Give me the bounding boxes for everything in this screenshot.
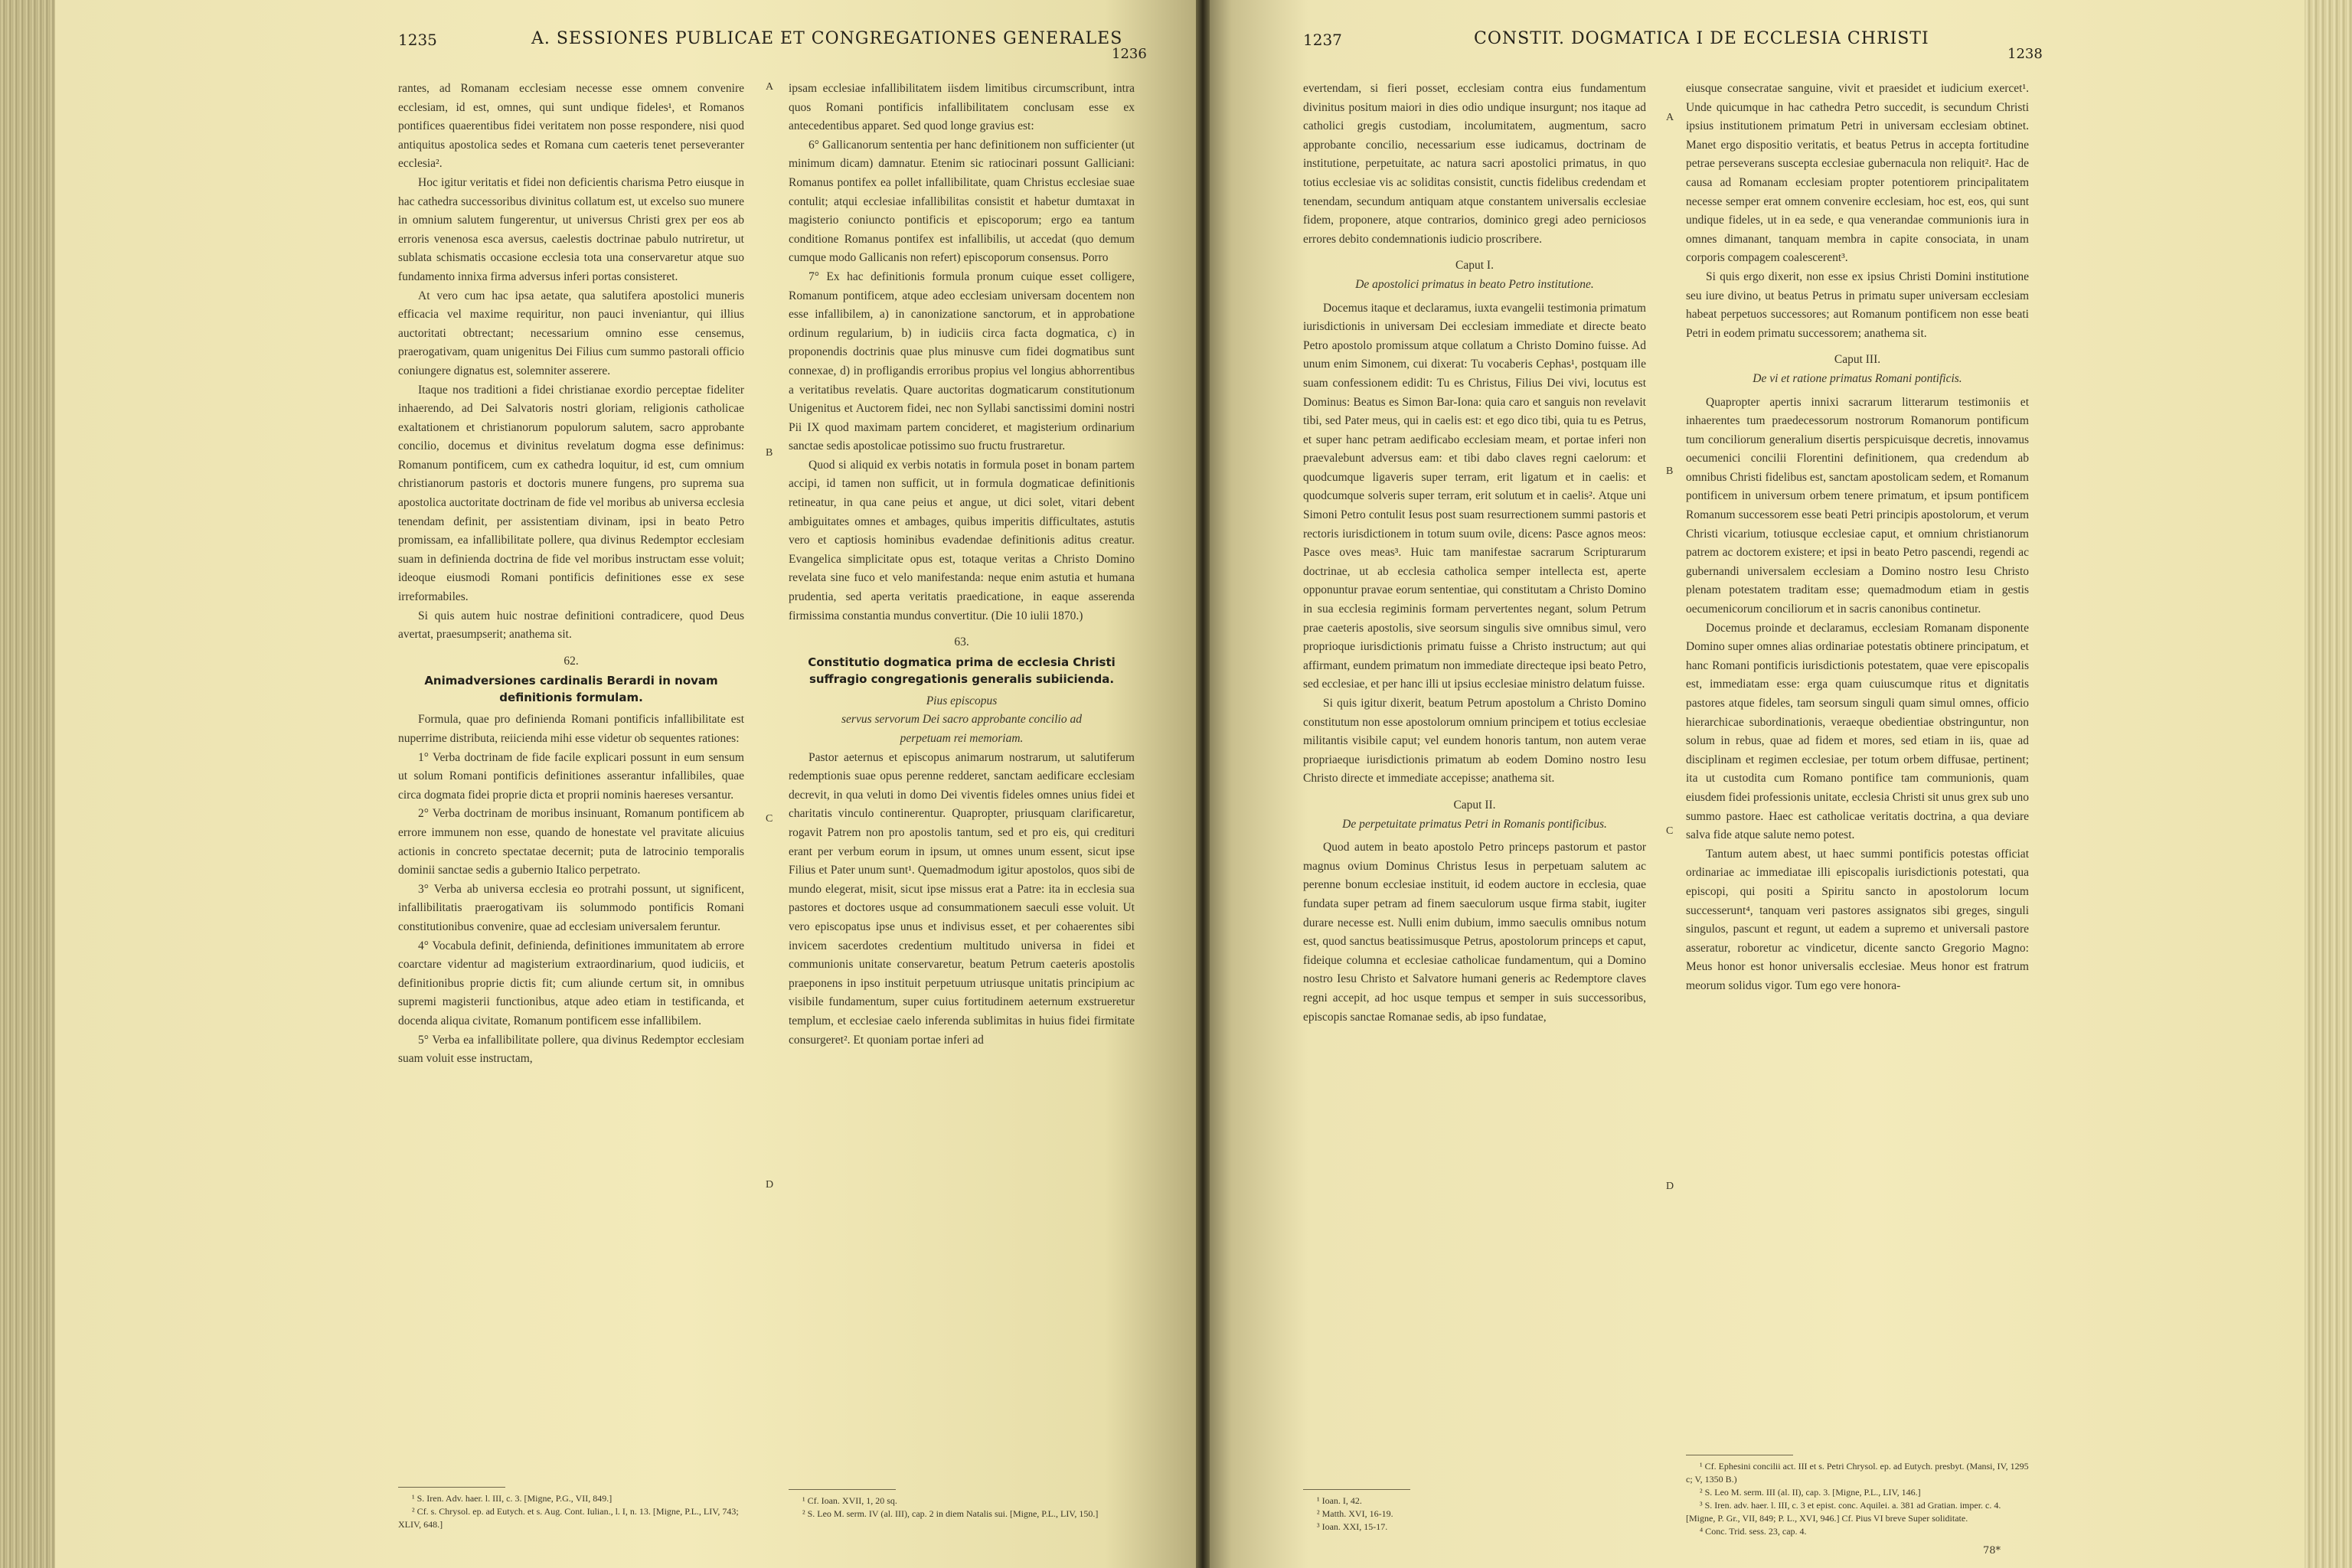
paragraph: Pastor aeternus et episcopus animarum nostrarum, ut salutiferum redemptionis suae opus perenne redderet, sanctam aedificare ecclesiam decrevit, in qua veluti in domo Dei viventis fideles omnes unius fidei et charitatis vinculo continerentur. Quapropter, priusquam clarificaretur, rogavit Patrem non pro apostolis tantum, sed et pro eis, qui credituri erant per verbum eorum in ipsum, ut omnes unum essent, sicut ipse Filius et Pater unum sunt¹. Quemadmodum igitur apostolos, quos sibi de mundo elegerat, misit, sicut ipse missus erat a Patre: ita in ecclesia sua pastores et doctores usque ad consummationem saeculi esse voluit. Ut vero episcopatus ipse unus et indivisus esset, et per cohaerentes sibi invicem sacerdotes credentium multitudo universa in fidei et communionis unitate conservaretur, beatum Petrum caeteris apostolis praeponens in ipso instituit perpetuum utriusque unitatis principium ac visibile fundamentum, super cuius fortitudinem aeternum exstrueretur templum, et ecclesiae caelo inferenda sublimitas in huius fidei firmitate consurgeret². Et quoniam portae inferi ad <box>789 750 1135 1047</box>
book-page-edges-left <box>0 0 55 1568</box>
caput-2-heading: Caput II. <box>1453 798 1496 812</box>
caput-2-subtitle: De perpetuitate primatus Petri in Romanis pontificibus. <box>1342 817 1607 831</box>
right-page-footnotes-col2 <box>1686 1455 2029 1538</box>
page-number-1237: 1237 <box>1303 31 1342 49</box>
right-page <box>1210 0 2305 1568</box>
paragraph: eiusque consecratae sanguine, vivit et praesidet et iudicium exercet¹. Unde quicumque in hac cathedra Petro succedit, is secundum Christi ipsius institutionem primatum Petri in universam ecclesiam obtinet. Manet ergo dispositio veritatis, et beatus Petrus in accepta fortitudine petrae perseverans suscepta ecclesiae gubernacula non reliquit². Hac de causa ad Romanam ecclesiam propter potentiorem principalitatem necesse semper erat omnem convenire ecclesiam, hoc est, eos, qui sunt undique fideles, ut in ea sede, e qua venerandae communionis iura in omnes dimanant, tanquam membra in capite consociata, in unam corporis compagem coalescerent³. <box>1686 82 2029 265</box>
left-page-footnotes-col2 <box>789 1489 1135 1521</box>
document-number-62: 62. <box>564 654 579 668</box>
footnote: ¹ Cf. Ioan. XVII, 1, 20 sq. <box>802 1495 897 1506</box>
footnote: ² S. Leo M. serm. III (al. II), cap. 3. [Migne, P.L., LIV, 146.] <box>1700 1487 1921 1498</box>
right-page-footnotes-col1 <box>1303 1489 1646 1534</box>
paragraph: 1° Verba doctrinam de fide facile explicari possunt in eum sensum ut solum Romani pontificis definitiones asserantur infallibiles, quae circa dogmata fidei proprie dicta et proprii nominis haereses versantur. <box>398 750 744 802</box>
paragraph: Quapropter apertis innixi sacrarum litterarum testimoniis et inhaerentes tum praedecessorum nostrorum Romanorum pontificum tum conciliorum generalium disertis perspicuisque decretis, innovamus oecumenici concilii Florentini definitionem, qua credendum ab omnibus Christi fidelibus est, sanctam apostolicam sedem, et Romanum pontificem in universum orbem tenere primatum, et ipsum pontificem Romanum successorem esse beati Petri principis apostolorum, et verum Christi vicarium, totiusque ecclesiae caput, et omnium christianorum patrem ac doctorem existere; et ipsi in beato Petro pascendi, regendi ac gubernandi universalem ecclesiam a Domino nostro Iesu Christo plenam potestatem traditam esse; quemadmodum etiam in gestis oecumenicorum conciliorum et in sacris canonibus continetur. <box>1686 395 2029 616</box>
paragraph: 2° Verba doctrinam de moribus insinuant, Romanum pontificem ab errore immunem non esse, quando de honestate vel pravitate alicuius actionis in concreto spectatae decernit; puta de latrocinio temporalis dominii sanctae sedis a gubernio Italico perpetrato. <box>398 807 744 877</box>
paragraph: Formula, quae pro definienda Romani pontificis infallibilitate est nuperrime distributa, reiicienda mihi esse videtur ob sequentes rationes: <box>398 713 744 745</box>
paragraph: Tantum autem abest, ut haec summi pontificis potestas officiat ordinariae ac immediatae illi episcopalis iurisdictionis potestati, qua episcopi, qui positi a Spiritu sancto in apostolorum locum successerunt⁴, tanquam veri pastores assignatos sibi greges, singuli singulos, pascunt et regunt, ut eadem a supremo et universali pastore asseratur, roboretur ac vindicetur, dicente sancto Gregorio Magno: Meus honor est honor universalis ecclesiae. Meus honor est fratrum meorum solidus vigor. Tum ego vere honora- <box>1686 847 2029 992</box>
paragraph: Si quis autem huic nostrae definitioni contradicere, quod Deus avertat, praesumpserit; anathema sit. <box>398 609 744 642</box>
signature-mark: 78* <box>1983 1545 2001 1557</box>
page-number-1236: 1236 <box>1112 46 1147 62</box>
right-page-column-2 <box>1686 80 2029 996</box>
margin-marker-a: A <box>766 81 774 93</box>
footnote: ¹ S. Iren. Adv. haer. l. III, c. 3. [Migne, P.G., VII, 849.] <box>412 1493 612 1504</box>
paragraph: 3° Verba ab universa ecclesia eo protrahi possunt, ut significent, infallibilitatis praerogativam iis solummodo pontificis Romani constitutionibus convenire, quae ad ecclesiam universalem feruntur. <box>398 882 744 933</box>
footnote-rule <box>1303 1489 1410 1490</box>
caput-3-subtitle: De vi et ratione primatus Romani pontificis. <box>1753 371 1962 385</box>
margin-marker-d: D <box>1666 1181 1674 1192</box>
document-title-63: Constitutio dogmatica prima de ecclesia Christi suffragio congregationis generalis subiicienda. <box>808 655 1116 686</box>
footnote: ³ Ioan. XXI, 15-17. <box>1317 1521 1388 1532</box>
paragraph: Si quis igitur dixerit, beatum Petrum apostolum a Christo Domino constitutum non esse apostolorum omnium principem et totius ecclesiae militantis visibile caput; vel eundem honoris tantum, non autem verae propriaeque iurisdictionis primatum ab eodem Domino nostro Iesu Christo directe et immediate accepisse; anathema sit. <box>1303 697 1646 786</box>
left-page-column-1 <box>398 80 744 1069</box>
footnote: ² Cf. s. Chrysol. ep. ad Eutych. et s. Aug. Cont. Iulian., l. I, n. 13. [Migne, P.L., LIV, 743; XLIV, 648.] <box>398 1506 739 1530</box>
footnote: ³ S. Iren. adv. haer. l. III, c. 3 et epist. conc. Aquilei. a. 381 ad Gratian. imper. c. 4. [Migne, P. Gr., VII, 849; P. L., XVI, 946.] Cf. Pius VI breve Super soliditate. <box>1686 1500 2001 1524</box>
footnote: ² S. Leo M. serm. IV (al. III), cap. 2 in diem Natalis sui. [Migne, P.L., LIV, 150.] <box>802 1508 1099 1519</box>
caput-1-heading: Caput I. <box>1455 259 1494 273</box>
footnote: ⁴ Conc. Trid. sess. 23, cap. 4. <box>1700 1526 1807 1537</box>
paragraph: Docemus proinde et declaramus, ecclesiam Romanam disponente Domino super omnes alias ordinariae potestatis obtinere principatum, et hanc Romani pontificis iurisdictionis potestatem, quae vere episcopalis est, immediatam esse: erga quam cuiuscumque ritus et dignitatis pastores atque fideles, tam seorsum singuli quam simul omnes, officio hierarchicae subordinationis, veraeque obedientiae obstringuntur, non solum in rebus, quae ad fidem et mores, sed etiam in iis, quae ad disciplinam et regimen ecclesiae, per totum orbem diffusae, pertinent; ita ut custodita cum Romano pontifice tam communionis, quam eiusdem fidei professionis unitate, ecclesia Christi sit unus grex sub uno summo pastore. Haec est catholicae veritatis doctrina, a qua deviare salva fide atque salute nemo potest. <box>1686 621 2029 842</box>
running-head-right: CONSTIT. DOGMATICA I DE ECCLESIA CHRISTI <box>1474 29 1929 48</box>
footnote-rule <box>789 1489 896 1490</box>
running-head-left: A. SESSIONES PUBLICAE ET CONGREGATIONES GENERALES <box>531 29 1123 48</box>
paragraph: 5° Verba ea infallibilitate pollere, qua divinus Redemptor ecclesiam suam voluit esse instructam, <box>398 1033 744 1066</box>
paragraph: Hoc igitur veritatis et fidei non deficientis charisma Petro eiusque in hac cathedra successoribus divinitus collatum est, ut excelso suo munere in omnium salutem fungerentur, ut universus Christi grex per eos ab erroris venenosa esca aversus, caelestis doctrinae pabulo nutriretur, ut sublata schismatis occasione ecclesia tota una conservaretur atque suo fundamento innixa firma adversus inferi portas consisteret. <box>398 175 744 283</box>
paragraph: Docemus itaque et declaramus, iuxta evangelii testimonia primatum iurisdictionis in universam Dei ecclesiam immediate et directe beato Petro apostolo promissum atque collatum a Christo Domino fuisse. Ad unum enim Simonem, cui dixerat: Tu vocaberis Cephas¹, postquam ille suam confessionem edidit: Tu es Christus, Filius Dei vivi, locutus est Dominus: Beatus es Simon Bar-Iona: quia caro et sanguis non revelavit tibi, sed Pater meus, qui in caelis est: et ego dico tibi, quia tu es Petrus, et super hanc petram aedificabo ecclesiam meam, et portae inferi non praevalebunt adversus eam: et tibi dabo claves regni caelorum: et quodcumque ligaveris super terram, erit ligatum et in caelis: et quodcumque solveris super terram, erit solutum et in caelis². Atque uni Simoni Petro contulit Iesus post suam resurrectionem summi pastoris et rectoris iurisdictionem in totum suum ovile, dicens: Pasce agnos meos: Pasce oves meas³. Huic tam manifestae sacrarum Scripturarum doctrinae, ut ab ecclesia catholica semper intellecta est, aperte opponuntur pravae eorum sententiae, qui constitutam a Christo Domino in sua ecclesia regiminis formam pervertentes negant, solum Petrum prae caeteris apostolis, sive seorsum singulis sive omnibus simul, vero proprioque iurisdictionis primatu fuisse a Christo instructum; aut qui affirmant, eundem primatum non immediate directeque ipsi beato Petro, sed ecclesiae, et per hanc illi ut ipsius ecclesiae ministro delatum fuisse. <box>1303 301 1646 691</box>
paragraph: At vero cum hac ipsa aetate, qua salutifera apostolici muneris efficacia vel maxime requiritur, non pauci inveniantur, qui illius auctoritati obtrectant; necessarium omnino esse censemus, praerogativam, quam unigenitus Dei Filius cum summo pastorali officio coniungere dignatus est, solemniter asserere. <box>398 289 744 377</box>
caput-1-subtitle: De apostolici primatus in beato Petro institutione. <box>1355 277 1594 291</box>
book-gutter <box>1196 0 1210 1568</box>
paragraph: ipsam ecclesiae infallibilitatem iisdem limitibus circumscribunt, intra quos Romani pontificis infallibilitatem conclusam esse ex antecedentibus apparet. Sed quod longe gravius est: <box>789 82 1135 133</box>
paragraph: Quod si aliquid ex verbis notatis in formula poset in bonam partem accipi, id tamen non sufficit, ut in formula dogmaticae definitionis retineatur, in qua cane peius et angue, ut dici solet, vitari debent ambiguitates omnes et ambages, quibus imperitis difficultates, astutis vero et captiosis hominibus evadendae definitionis aditus creatur. Evangelica simplicitate opus est, totaque veritas a Christo Domino revelata sine fuco et velo manifestanda: neque enim astutia et humana prudentia, sed aperta veritatis praedicatione, in eaque asserenda firmissima constantia mundus convertitur. (Die 10 iulii 1870.) <box>789 458 1135 622</box>
page-number-1235: 1235 <box>398 31 437 49</box>
paragraph: rantes, ad Romanam ecclesiam necesse esse omnem convenire ecclesiam, id est, omnes, qui sunt undique fideles¹, et Romanos pontifices quaerentibus fidei veritatem non posse respondere, nisi quod antiquitus apostolica sedes et Romana cum caeteris tenet perseveranter ecclesia². <box>398 82 744 171</box>
page-number-1238: 1238 <box>2007 46 2043 62</box>
margin-marker-b: B <box>766 447 773 459</box>
paragraph: 4° Vocabula definit, definienda, definitiones immunitatem ab errore coarctare videntur ad magisterium extraordinarium, quod iudiciis, et definitionibus proprie dictis fit; cum aliunde certum sit, in omnibus supremi magisterii functionibus, atque adeo etiam in testificanda, et docenda aliqua civitate, Romanum pontificem esse infallibilem. <box>398 939 744 1027</box>
paragraph: 7° Ex hac definitionis formula pronum cuique esset colligere, Romanum pontificem, atque adeo ecclesiam universam docentem non esse infallibilem, a) in canonizatione sanctorum, et in approbatione ordinum regularium, b) in iudiciis circa facta dogmatica, c) in proponendis doctrinis quae plus minusve cum fidei dogmatibus sunt connexae, d) in profligandis erroribus propius vel longius abhorrentibus a veritatibus revelatis. Quare auctoritas dogmaticarum constitutionum Unigenitus et Auctorem fidei, nec non Syllabi sanctissimi domini nostri Pii IX quod maximam partem concideret, et magisterium ordinarium sanctae sedis apostolicae potissimo suo fructu frustraretur. <box>789 270 1135 453</box>
book-page-edges-right <box>2305 0 2352 1568</box>
pius-episcopus: Pius episcopus <box>926 694 998 707</box>
document-title-62: Animadversiones cardinalis Berardi in novam definitionis formulam. <box>424 674 718 705</box>
footnote: ¹ Ioan. I, 42. <box>1317 1495 1362 1506</box>
footnote: ¹ Cf. Ephesini concilii act. III et s. Petri Chrysol. ep. ad Eutych. presbyt. (Mansi, IV, 1295 c; V, 1350 B.) <box>1686 1461 2029 1485</box>
caput-3-heading: Caput III. <box>1834 353 1881 367</box>
margin-marker-d: D <box>766 1179 774 1191</box>
left-page-footnotes-col1 <box>398 1487 744 1531</box>
servus-servorum: servus servorum Dei sacro approbante concilio ad perpetuam rei memoriam. <box>841 713 1082 745</box>
paragraph: evertendam, si fieri posset, ecclesiam contra eius fundamentum divinitus positum maiori in dies odio undique insurgunt; nos itaque ad catholici gregis custodiam, incolumitatem, augmentum, sacro approbante concilio, necessarium esse iudicamus, doctrinam de institutione, perpetuitate, ac natura sacri apostolici primatus, in quo totius ecclesiae vis ac soliditas consistit, cunctis fidelibus credendam et tenendam, secundum antiquam atque constantem universalis ecclesiae fidem, proponere, atque contrarios, dominico gregi adeo perniciosos errores debito condemnationis iudicio proscribere. <box>1303 82 1646 246</box>
paragraph: 6° Gallicanorum sententia per hanc definitionem non sufficienter (ut minimum dicam) damnatur. Etenim sic ratiocinari possunt Galliciani: Romanus pontifex ea pollet infallibilitate, quam Christus ecclesiae suae contulit; atqui ecclesiae infallibilitas consistit et habetur dumtaxat in magisterio coniuncto pontificis et episcoporum; ergo ea tantum conditione Romanus pontifex est infallibilis, ut accedat (quo demum cumque modo Gallicanis non refert) episcoporum consensus. Porro <box>789 138 1135 265</box>
left-page <box>55 0 1196 1568</box>
paragraph: Si quis ergo dixerit, non esse ex ipsius Christi Domini institutione seu iure divino, ut beatus Petrus in primatu super universam ecclesiam habeat perpetuos successores; aut Romanum pontificem non esse beati Petri in eodem primatu successorem; anathema sit. <box>1686 270 2029 340</box>
margin-marker-c: C <box>766 813 773 825</box>
paragraph: Quod autem in beato apostolo Petro princeps pastorum et pastor magnus ovium Dominus Christus Iesus in perpetuam salutem ac perenne bonum ecclesiae instituit, id eodem auctore in ecclesia, quae fundata super petram ad finem saeculorum usque firma stabit, iugiter durare necesse est. Nulli enim dubium, immo saeculis omnibus notum est, quod sanctus beatissimusque Petrus, apostolorum princeps et caput, fideique columna et ecclesiae catholicae fundamentum, qui a Domino nostro Iesu Christo et Salvatore humani generis ac Redemptore claves regni accepit, ad hoc usque tempus et semper in suis successoribus, episcopis sanctae Romanae sedis, ab ipso fundatae, <box>1303 841 1646 1024</box>
margin-marker-a: A <box>1666 112 1674 123</box>
document-number-63: 63. <box>954 635 969 649</box>
margin-marker-b: B <box>1666 466 1674 477</box>
right-page-column-1 <box>1303 80 1646 1027</box>
paragraph: Itaque nos traditioni a fidei christianae exordio perceptae fideliter inhaerendo, ad Dei Salvatoris nostri gloriam, religionis catholicae exaltationem et christianorum populorum salutem, sacro approbante concilio, docemus et divinitus revelatum dogma esse definimus: Romanum pontificem, cum ex cathedra loquitur, id est, cum omnium christianorum pastoris et doctoris munere fungens, pro suprema sua apostolica auctoritate doctrinam de fide vel moribus ab universa ecclesia tenendam definit, per assistentiam divinam, ipsi in beato Petro promissam, ea infallibilitate pollere, qua divinus Redemptor ecclesiam suam in definienda doctrina de fide vel moribus instructam esse voluit; ideoque eiusmodi Romani pontificis definitiones esse ex sese irreformabiles. <box>398 383 744 604</box>
footnote-rule <box>398 1487 505 1488</box>
margin-marker-c: C <box>1666 825 1674 837</box>
footnote: ² Matth. XVI, 16-19. <box>1317 1508 1393 1519</box>
left-page-column-2 <box>789 80 1135 1050</box>
